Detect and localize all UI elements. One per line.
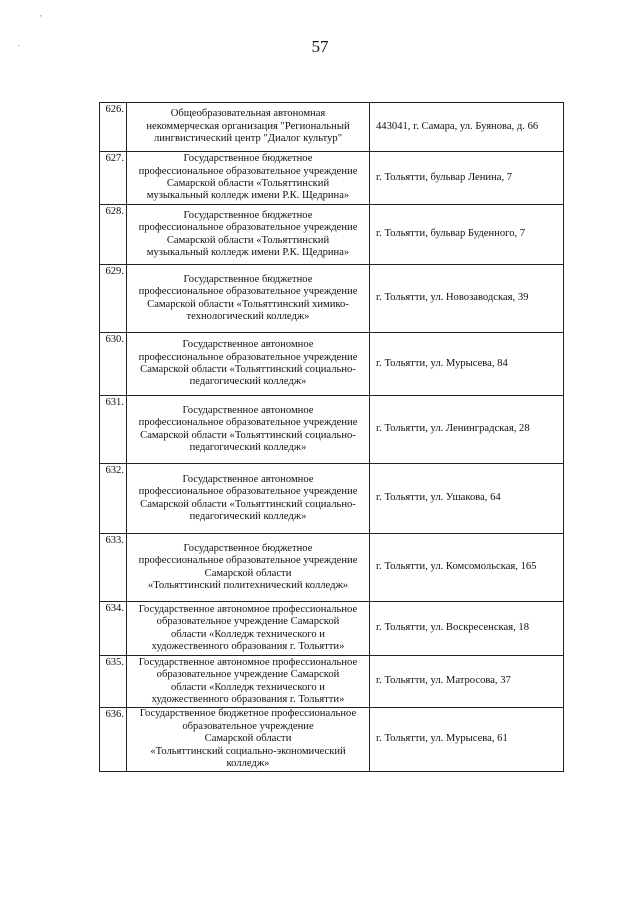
institution-name-line: профессиональное образовательное учреждение [138,486,358,498]
institution-name-line: Самарской области «Тольяттинский социально- [140,364,356,375]
address-cell: г. Тольятти, ул. Новозаводская, 39 [370,265,564,333]
row-number: 636. [100,708,127,772]
address-cell: г. Тольятти, бульвар Ленина, 7 [370,152,564,205]
institution-name [130,274,366,324]
row-number: 631. [100,396,127,464]
institution-name-line: Самарской области [204,567,292,579]
institution-name-line: области «Колледж технического и [171,628,325,640]
institution-name-line: художественного образования г. Тольятти» [151,640,345,652]
institution-name-line: Самарской области «Тольяттинский [166,178,330,189]
institution-name-cell [127,464,370,534]
institution-name-line: профессиональное образовательное учреждение [138,165,358,177]
institution-name [130,604,366,654]
institution-name [130,339,366,389]
row-number: 633. [100,534,127,602]
institution-name-line: педагогический колледж» [189,510,307,522]
institution-name-line: профессиональное образовательное учреждение [138,417,358,429]
address-cell: г. Тольятти, ул. Воскресенская, 18 [370,602,564,656]
institution-name-line: профессиональное образовательное учреждение [138,555,358,567]
table-row [100,656,564,708]
institution-name-line: некоммерческая организация "Региональный [146,120,350,132]
scan-speck: , [40,10,42,18]
institution-name-line: Государственное автономное профессиональное [138,603,358,615]
institution-name [130,210,366,260]
address-cell: г. Тольятти, ул. Ушакова, 64 [370,464,564,534]
row-number: 630. [100,333,127,396]
institution-name-line: профессиональное образовательное учреждение [138,286,358,298]
row-number: 635. [100,656,127,708]
institution-name-line: технологический колледж» [186,310,310,322]
table-row [100,265,564,333]
institution-name [130,543,366,593]
row-number: 626. [100,103,127,152]
institution-name-line: Государственное автономное [182,339,314,351]
institution-name-line: музыкальный колледж имени Р.К. Щедрина» [146,246,350,258]
table-row [100,708,564,772]
row-number: 628. [100,205,127,265]
address-cell: г. Тольятти, ул. Мурысева, 61 [370,708,564,772]
institution-name-line: образовательное учреждение Самарской [156,616,340,628]
row-number: 627. [100,152,127,205]
address-cell: г. Тольятти, ул. Ленинградская, 28 [370,396,564,464]
institution-name-line: Государственное бюджетное [183,209,313,221]
institutions-table [99,102,564,772]
institution-name-line: педагогический колледж» [189,441,307,453]
institution-name [130,405,366,455]
institution-name-line: образовательное учреждение [182,720,314,732]
institution-name-line: художественного образования г. Тольятти» [151,693,345,705]
institutions-table-body [100,103,564,772]
table-row [100,534,564,602]
institution-name-cell [127,534,370,602]
address-cell: г. Тольятти, ул. Комсомольская, 165 [370,534,564,602]
institution-name-line: колледж» [226,758,270,770]
institution-name [130,474,366,524]
institution-name-line: образовательное учреждение Самарской [156,669,340,681]
institution-name-cell [127,152,370,205]
table-row [100,333,564,396]
institution-name-cell [127,656,370,708]
institution-name [130,657,366,707]
scan-speck: . [18,40,20,48]
institution-name-cell [127,205,370,265]
institution-name-line: профессиональное образовательное учреждение [138,351,358,363]
address-cell: г. Тольятти, ул. Мурысева, 84 [370,333,564,396]
institution-name-cell [127,602,370,656]
page-number: 57 [311,37,329,56]
table-row [100,152,564,205]
institution-name-line: педагогический колледж» [189,376,307,388]
institution-name-cell [127,333,370,396]
institution-name-line: Государственное бюджетное [183,273,313,285]
table-row [100,103,564,152]
institution-name-line: Самарской области «Тольяттинский социально- [140,429,356,441]
institution-name-line: «Тольяттинский социально-экономический [150,745,346,757]
institution-name-line: Общеобразовательная автономная [170,108,326,120]
institution-name-line: Государственное бюджетное [183,542,313,554]
institution-name-cell [127,103,370,152]
institution-name-line: Государственное автономное профессиональное [138,656,358,668]
institution-name-line: лингвистический центр "Диалог культур" [153,133,343,145]
institution-name [130,108,366,145]
institution-name [130,153,366,203]
institution-name-line: Самарской области [204,733,292,745]
institution-name-cell [127,265,370,333]
institution-name [130,708,366,770]
row-number: 629. [100,265,127,333]
address-cell: 443041, г. Самара, ул. Буянова, д. 66 [370,103,564,152]
table-row [100,396,564,464]
row-number: 632. [100,464,127,534]
institution-name-line: Государственное автономное [182,404,314,416]
institution-name-line: Самарской области «Тольяттинский [166,234,330,246]
institution-name-line: Государственное автономное [182,473,314,485]
table-row [100,205,564,265]
address-cell: г. Тольятти, ул. Матросова, 37 [370,656,564,708]
address-cell: г. Тольятти, бульвар Буденного, 7 [370,205,564,265]
institution-name-cell [127,708,370,772]
row-number: 634. [100,602,127,656]
institution-name-line: Государственное бюджетное профессиональное [139,708,357,720]
institution-name-line: музыкальный колледж имени Р.К. Щедрина» [146,190,350,202]
institution-name-line: Самарской области «Тольяттинский химико- [147,298,349,310]
table-row [100,464,564,534]
institution-name-line: «Тольяттинский политехнический колледж» [147,579,349,591]
institution-name-line: профессиональное образовательное учреждение [138,222,358,234]
institution-name-line: Самарской области «Тольяттинский социально- [140,498,356,510]
table-row [100,602,564,656]
institution-name-cell [127,396,370,464]
institution-name-line: Государственное бюджетное [183,153,313,165]
institution-name-line: области «Колледж технического и [171,681,325,693]
